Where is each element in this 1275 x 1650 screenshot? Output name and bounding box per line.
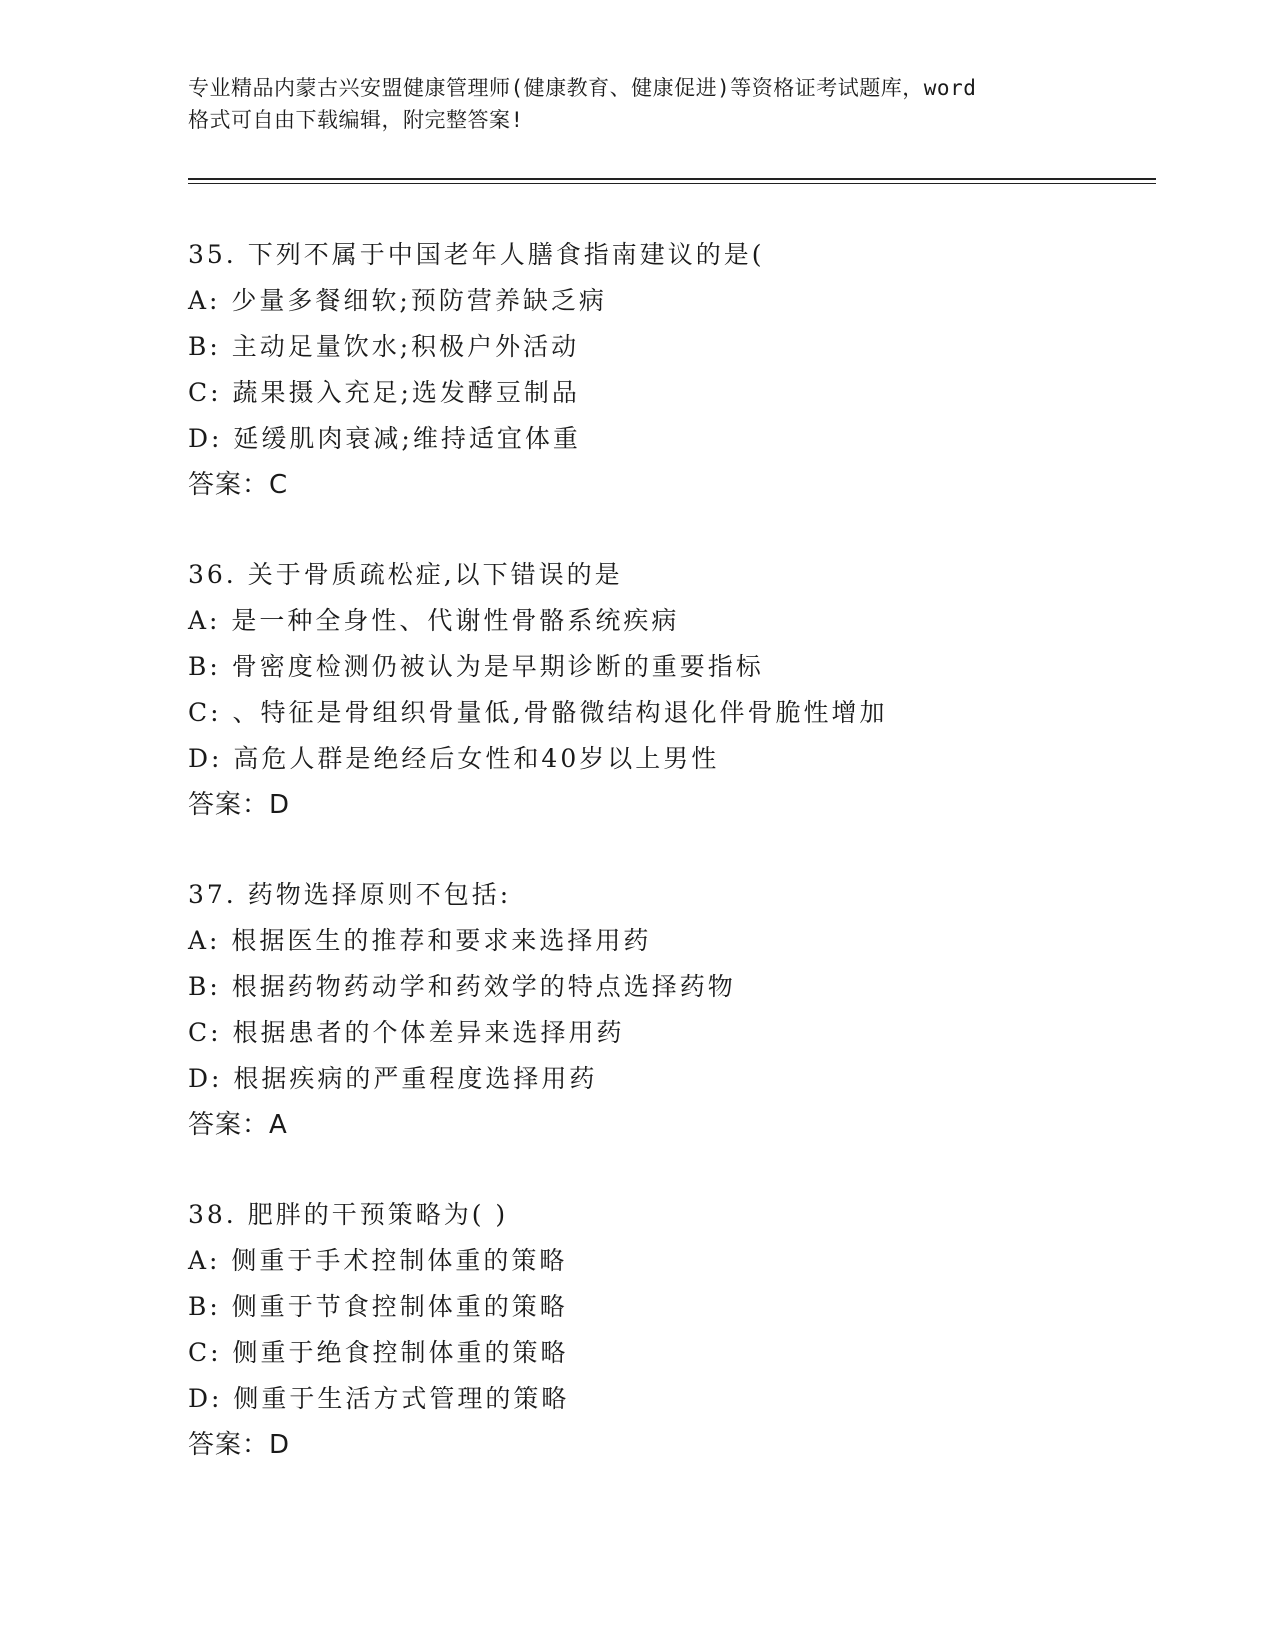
option-d: D: 高危人群是绝经后女性和40岁以上男性	[188, 744, 720, 773]
answer-line: 答案：A	[188, 1110, 288, 1140]
option-b: B: 骨密度检测仍被认为是早期诊断的重要指标	[188, 652, 764, 681]
option-d: D: 延缓肌肉衰减;维持适宜体重	[188, 424, 581, 453]
question-37	[188, 872, 1148, 1192]
option-c: C: 根据患者的个体差异来选择用药	[188, 1018, 625, 1047]
option-c: C: 、特征是骨组织骨量低,骨骼微结构退化伴骨脆性增加	[188, 698, 888, 727]
answer-line: 答案：D	[188, 1430, 291, 1460]
option-a: A: 侧重于手术控制体重的策略	[188, 1246, 568, 1275]
question-stem: 38. 肥胖的干预策略为( )	[188, 1200, 509, 1229]
question-36	[188, 552, 1148, 872]
header-line-1: 专业精品内蒙古兴安盟健康管理师(健康教育、健康促进)等资格证考试题库，word	[188, 76, 977, 100]
answer-line: 答案：C	[188, 470, 289, 500]
option-a: A: 少量多餐细软;预防营养缺乏病	[188, 286, 607, 315]
option-d: D: 根据疾病的严重程度选择用药	[188, 1064, 598, 1093]
question-35	[188, 232, 1148, 552]
option-c: C: 蔬果摄入充足;选发酵豆制品	[188, 378, 580, 407]
question-list	[188, 232, 1148, 1512]
question-stem: 35. 下列不属于中国老年人膳食指南建议的是(	[188, 240, 765, 269]
option-b: B: 侧重于节食控制体重的策略	[188, 1292, 568, 1321]
question-stem: 37. 药物选择原则不包括:	[188, 880, 512, 909]
header-line-2: 格式可自由下载编辑，附完整答案!	[188, 108, 524, 132]
header-divider-thin	[188, 183, 1156, 184]
header-divider-thick	[188, 178, 1156, 180]
answer-line: 答案：D	[188, 790, 291, 820]
question-38	[188, 1192, 1148, 1512]
option-a: A: 根据医生的推荐和要求来选择用药	[188, 926, 652, 955]
document-header	[188, 72, 1088, 136]
question-stem: 36. 关于骨质疏松症,以下错误的是	[188, 560, 623, 589]
option-a: A: 是一种全身性、代谢性骨骼系统疾病	[188, 606, 680, 635]
option-c: C: 侧重于绝食控制体重的策略	[188, 1338, 569, 1367]
option-b: B: 主动足量饮水;积极户外活动	[188, 332, 580, 361]
option-b: B: 根据药物药动学和药效学的特点选择药物	[188, 972, 736, 1001]
option-d: D: 侧重于生活方式管理的策略	[188, 1384, 570, 1413]
